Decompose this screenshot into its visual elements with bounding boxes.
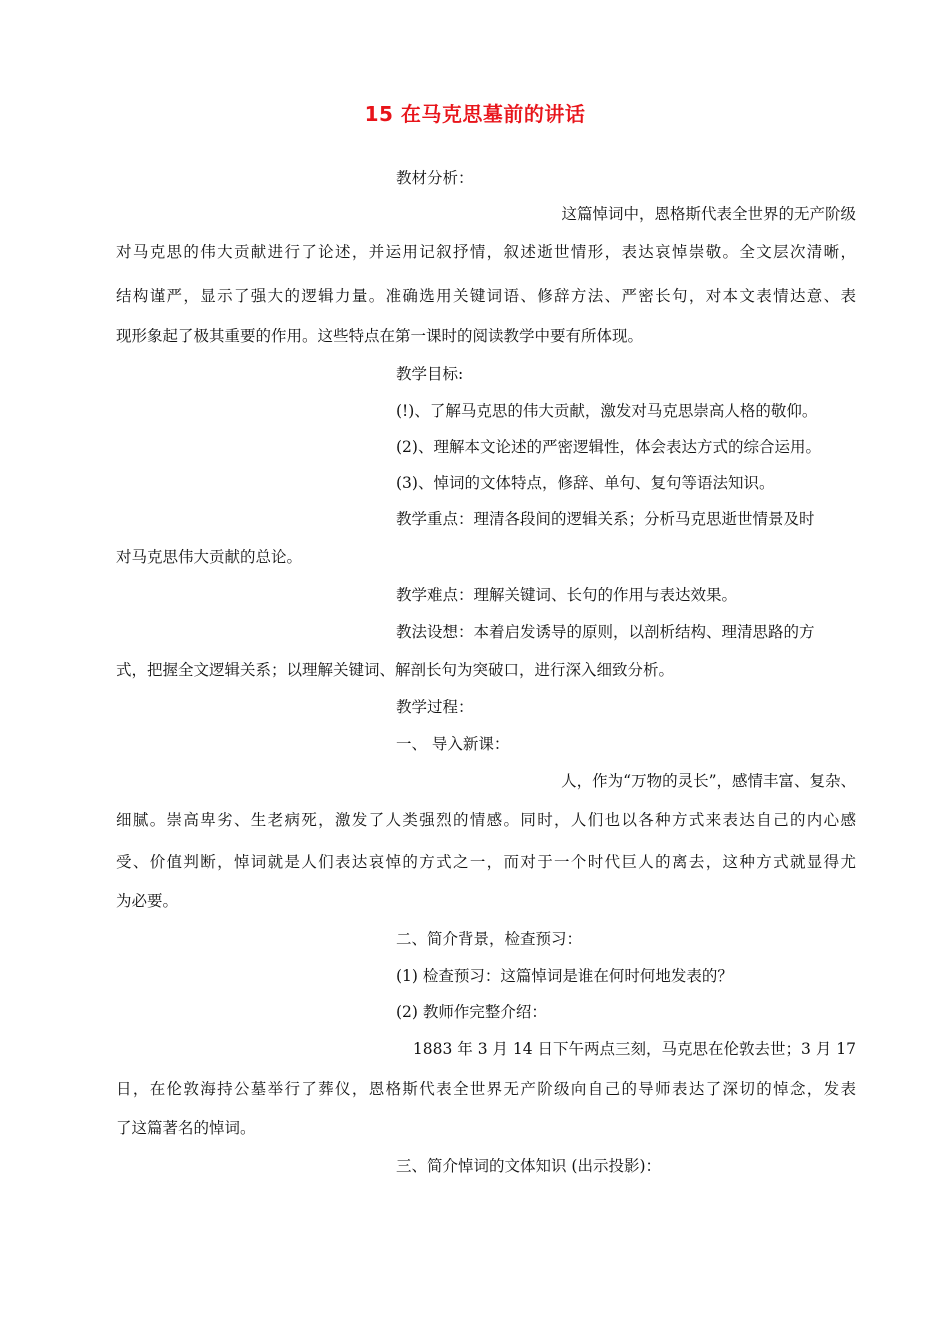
- step-heading-genre-knowledge: 三、简介悼词的文体知识 (出示投影)：: [396, 1157, 662, 1175]
- paragraph-line: 对马克思伟大贡献的总论。: [116, 548, 303, 566]
- teaching-method: 教法设想：本着启发诱导的原则，以剖析结构、理清思路的方: [396, 623, 815, 641]
- section-heading-teaching-process: 教学过程：: [396, 698, 474, 716]
- paragraph-line: 结构谨严，显示了强大的逻辑力量。准确选用关键词语、修辞方法、严密长句，对本文表情达意、表: [116, 287, 856, 305]
- paragraph-line: 现形象起了极其重要的作用。这些特点在第一课时的阅读教学中要有所体现。: [116, 327, 644, 345]
- teaching-key-points: 教学重点：理清各段间的逻辑关系；分析马克思逝世情景及时: [396, 510, 815, 528]
- step-heading-introduction: 一、 导入新课：: [396, 735, 510, 753]
- section-heading-teaching-goals: 教学目标:: [396, 365, 464, 383]
- teaching-difficulties: 教学难点：理解关键词、长句的作用与表达效果。: [396, 586, 738, 604]
- section-heading-material-analysis: 教材分析：: [396, 169, 474, 187]
- goal-item: (3)、悼词的文体特点，修辞、单句、复句等语法知识。: [396, 474, 775, 492]
- paragraph-line: 受、价值判断，悼词就是人们表达哀悼的方式之一，而对于一个时代巨人的离去，这种方式就显得尤: [116, 853, 856, 871]
- paragraph-line: 1883 年 3 月 14 日下午两点三刻，马克思在伦敦去世；3 月 17: [412, 1040, 856, 1058]
- paragraph-line: 日，在伦敦海持公墓举行了葬仪，恩格斯代表全世界无产阶级向自己的导师表达了深切的悼念，发表: [116, 1080, 856, 1098]
- paragraph-line: 了这篇著名的悼词。: [116, 1119, 256, 1137]
- goal-item: (!)、了解马克思的伟大贡献，激发对马克思崇高人格的敬仰。: [396, 402, 818, 420]
- paragraph-line: 为必要。: [116, 892, 179, 910]
- paragraph-line: 细腻。崇高卑劣、生老病死，激发了人类强烈的情感。同时，人们也以各种方式来表达自己的内心感: [116, 811, 856, 829]
- sub-item: (1) 检查预习：这篇悼词是谁在何时何地发表的？: [396, 967, 733, 985]
- paragraph-line: 人，作为“万物的灵长”，感情丰富、复杂、: [561, 772, 856, 790]
- document-title: 15 在马克思墓前的讲话: [364, 102, 586, 126]
- sub-item: (2) 教师作完整介绍：: [396, 1003, 547, 1021]
- paragraph-line: 对马克思的伟大贡献进行了论述，并运用记叙抒情，叙述逝世情形，表达哀悼崇敬。全文层次清晰，: [116, 243, 856, 261]
- paragraph-line: 这篇悼词中，恩格斯代表全世界的无产阶级: [561, 205, 856, 223]
- step-heading-background: 二、简介背景，检查预习：: [396, 930, 583, 948]
- goal-item: (2)、理解本文论述的严密逻辑性，体会表达方式的综合运用。: [396, 438, 821, 456]
- paragraph-line: 式，把握全文逻辑关系；以理解关键词、解剖长句为突破口，进行深入细致分析。: [116, 661, 675, 679]
